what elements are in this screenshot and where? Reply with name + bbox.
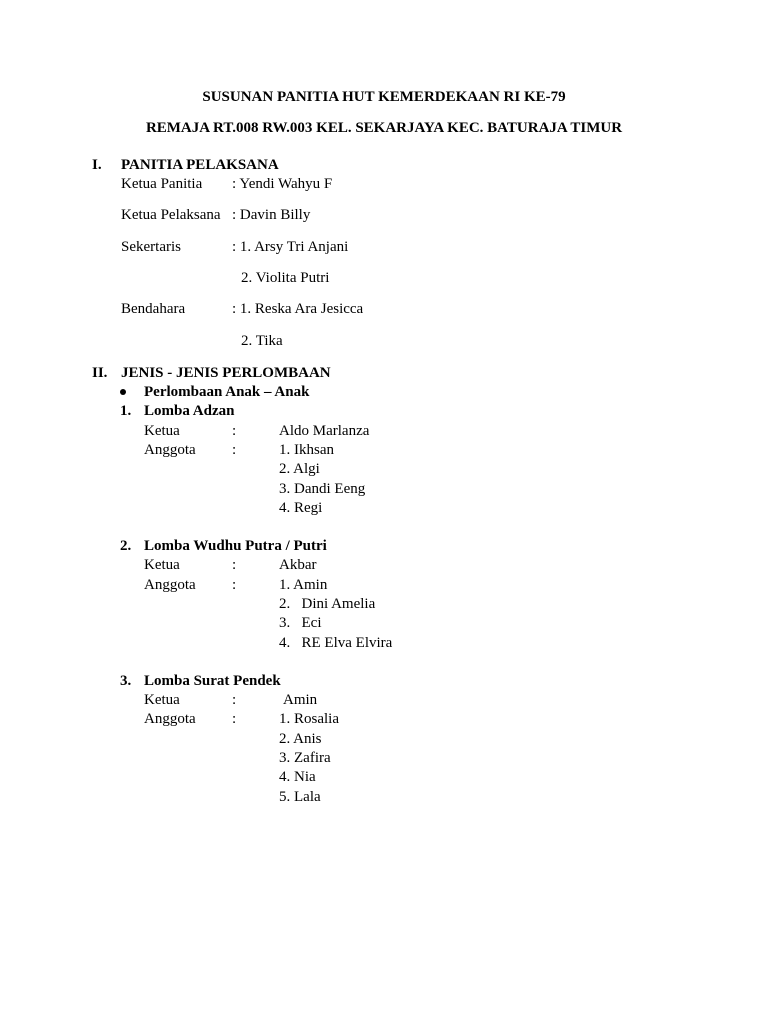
contest-3-anggota-colon: : <box>232 711 237 727</box>
row-value-ketua-pelaksana: : Davin Billy <box>232 207 311 223</box>
contest-1-ketua-colon: : <box>232 423 237 439</box>
contest-2-anggota-colon: : <box>232 577 237 593</box>
contest-2-member: 2. Dini Amelia <box>279 596 376 612</box>
row-value-sekertaris-2: 2. Violita Putri <box>241 270 330 286</box>
row-label-ketua-panitia: Ketua Panitia <box>121 176 203 192</box>
document-subtitle: REMAJA RT.008 RW.003 KEL. SEKARJAYA KEC. BATURAJA TIMUR <box>145 120 623 136</box>
contest-1-anggota-colon: : <box>232 442 237 458</box>
contest-2-number: 2. <box>120 538 132 554</box>
bullet-heading: Perlombaan Anak – Anak <box>144 384 310 400</box>
contest-3-ketua-colon: : <box>232 692 237 708</box>
contest-2-member: 3. Eci <box>279 615 322 631</box>
contest-3-member: 5. Lala <box>279 789 321 805</box>
contest-1-title: Lomba Adzan <box>144 403 235 419</box>
contest-1-anggota-label: Anggota <box>144 442 196 458</box>
row-value-bendahara-1: : 1. Reska Ara Jesicca <box>232 301 364 317</box>
contest-1-member: 1. Ikhsan <box>279 442 334 458</box>
contest-3-member: 3. Zafira <box>279 750 331 766</box>
contest-2-ketua-colon: : <box>232 557 237 573</box>
contest-3-anggota-label: Anggota <box>144 711 196 727</box>
row-value-sekertaris-1: : 1. Arsy Tri Anjani <box>232 239 349 255</box>
row-label-sekertaris: Sekertaris <box>121 239 181 255</box>
contest-1-ketua-value: Aldo Marlanza <box>279 423 370 439</box>
bullet-icon <box>120 389 126 395</box>
row-value-ketua-panitia: : Yendi Wahyu F <box>232 176 333 192</box>
contest-3-member: 2. Anis <box>279 731 322 747</box>
contest-1-member: 2. Algi <box>279 461 320 477</box>
contest-3-member: 4. Nia <box>279 769 316 785</box>
contest-1-member: 3. Dandi Eeng <box>279 481 366 497</box>
section2-heading: JENIS - JENIS PERLOMBAAN <box>121 365 331 381</box>
row-value-bendahara-2: 2. Tika <box>241 333 283 349</box>
contest-3-member: 1. Rosalia <box>279 711 339 727</box>
contest-2-member: 4. RE Elva Elvira <box>279 635 393 651</box>
contest-3-number: 3. <box>120 673 132 689</box>
contest-2-ketua-label: Ketua <box>144 557 180 573</box>
contest-2-ketua-value: Akbar <box>279 557 317 573</box>
row-label-ketua-pelaksana: Ketua Pelaksana <box>121 207 221 223</box>
section1-number: I. <box>92 157 102 173</box>
contest-2-title: Lomba Wudhu Putra / Putri <box>144 538 327 554</box>
contest-1-number: 1. <box>120 403 132 419</box>
contest-3-title: Lomba Surat Pendek <box>144 673 281 689</box>
contest-2-member: 1. Amin <box>279 577 328 593</box>
row-label-bendahara: Bendahara <box>121 301 186 317</box>
contest-1-ketua-label: Ketua <box>144 423 180 439</box>
contest-1-member: 4. Regi <box>279 500 323 516</box>
contest-3-ketua-value: Amin <box>283 692 318 708</box>
document-title: SUSUNAN PANITIA HUT KEMERDEKAAN RI KE-79 <box>202 89 566 105</box>
section2-number: II. <box>92 365 108 381</box>
contest-2-anggota-label: Anggota <box>144 577 196 593</box>
section1-heading: PANITIA PELAKSANA <box>121 157 279 173</box>
contest-3-ketua-label: Ketua <box>144 692 180 708</box>
